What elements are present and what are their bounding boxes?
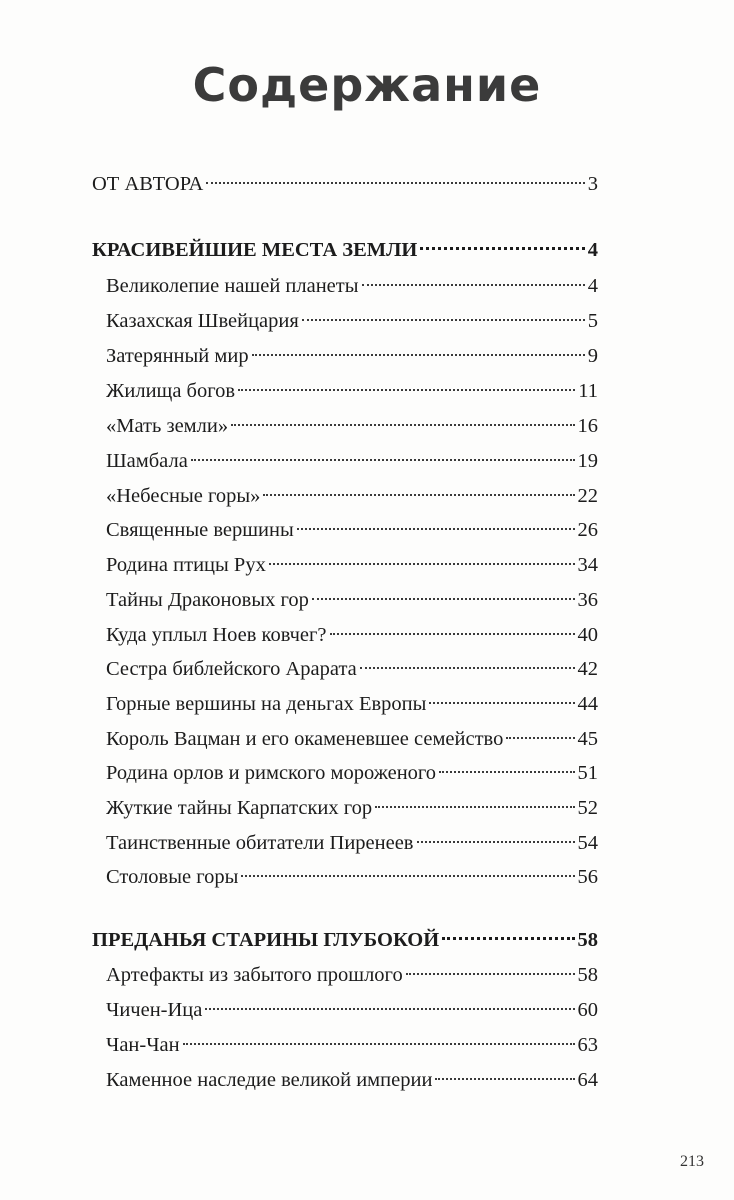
toc-page-number: 40 bbox=[577, 624, 598, 646]
toc-page-number: 4 bbox=[587, 275, 598, 297]
toc-entry[interactable] bbox=[106, 409, 598, 443]
dot-leader bbox=[330, 633, 575, 635]
dot-leader bbox=[238, 389, 575, 391]
dot-leader bbox=[506, 737, 574, 739]
toc-page-number: 34 bbox=[577, 554, 598, 576]
dot-leader bbox=[205, 1008, 574, 1010]
toc-entry-title: Шамбала bbox=[106, 450, 188, 472]
toc-entry[interactable] bbox=[106, 687, 598, 721]
toc-page-number: 52 bbox=[577, 797, 598, 819]
dot-leader bbox=[442, 937, 574, 940]
toc-entry-title: Родина птицы Рух bbox=[106, 554, 266, 576]
toc-entry[interactable] bbox=[106, 791, 598, 825]
toc-page-number: 3 bbox=[587, 173, 598, 195]
toc-entry-title: Сестра библейского Арарата bbox=[106, 658, 357, 680]
toc-entry[interactable] bbox=[106, 269, 598, 303]
toc-entry[interactable] bbox=[92, 167, 598, 201]
toc-page-number: 9 bbox=[587, 345, 598, 367]
toc-page-number: 5 bbox=[587, 310, 598, 332]
toc-entry[interactable] bbox=[106, 583, 598, 617]
toc-entry[interactable] bbox=[106, 444, 598, 478]
toc-page-number: 26 bbox=[577, 519, 598, 541]
toc-page-number: 22 bbox=[577, 485, 598, 507]
toc-entry-title: Каменное наследие великой империи bbox=[106, 1069, 433, 1091]
toc-entry-title: «Небесные горы» bbox=[106, 485, 261, 507]
toc-entry-title: Артефакты из забытого прошлого bbox=[106, 964, 403, 986]
toc-entry[interactable] bbox=[106, 652, 598, 686]
dot-leader bbox=[231, 424, 574, 426]
toc-page-number: 54 bbox=[577, 832, 598, 854]
dot-leader bbox=[435, 1078, 574, 1080]
toc-page-number: 42 bbox=[577, 658, 598, 680]
toc-page-number: 16 bbox=[577, 415, 598, 437]
dot-leader bbox=[406, 973, 575, 975]
toc-page-number: 4 bbox=[587, 239, 598, 261]
dot-leader bbox=[302, 319, 585, 321]
toc-entry[interactable] bbox=[106, 756, 598, 790]
toc-entry-title: Куда уплыл Ноев ковчег? bbox=[106, 624, 327, 646]
toc-entry-title: Таинственные обитатели Пиренеев bbox=[106, 832, 414, 854]
toc-page-number: 19 bbox=[577, 450, 598, 472]
toc-entry[interactable] bbox=[106, 860, 598, 894]
toc-entry-title: Горные вершины на деньгах Европы bbox=[106, 693, 427, 715]
page-title: Содержание bbox=[192, 58, 542, 112]
toc-page-number: 64 bbox=[577, 1069, 598, 1091]
dot-leader bbox=[241, 875, 574, 877]
dot-leader bbox=[191, 459, 575, 461]
dot-leader bbox=[362, 284, 585, 286]
toc-page-number: 60 bbox=[577, 999, 598, 1021]
toc-entry-title: ОТ АВТОРА bbox=[92, 173, 204, 195]
toc-entry-title: Жуткие тайны Карпатских гор bbox=[106, 797, 373, 819]
toc-entry-title: КРАСИВЕЙШИЕ МЕСТА ЗЕМЛИ bbox=[92, 239, 418, 261]
toc-entry[interactable] bbox=[106, 548, 598, 582]
dot-leader bbox=[429, 702, 574, 704]
toc-entry[interactable] bbox=[106, 479, 598, 513]
toc-page-number: 56 bbox=[577, 866, 598, 888]
dot-leader bbox=[297, 528, 575, 530]
toc-entry-title: Чичен-Ица bbox=[106, 999, 203, 1021]
toc-entry-title: Жилища богов bbox=[106, 380, 236, 402]
toc-page-number: 63 bbox=[577, 1034, 598, 1056]
toc-entry[interactable] bbox=[106, 993, 598, 1027]
dot-leader bbox=[183, 1043, 575, 1045]
toc-entry[interactable] bbox=[106, 513, 598, 547]
dot-leader bbox=[312, 598, 575, 600]
toc-page-number: 36 bbox=[577, 589, 598, 611]
dot-leader bbox=[252, 354, 585, 356]
toc-entry[interactable] bbox=[106, 618, 598, 652]
toc-entry[interactable] bbox=[106, 958, 598, 992]
toc-page-number: 51 bbox=[577, 762, 598, 784]
page-number: 213 bbox=[680, 1153, 704, 1170]
toc-entry[interactable] bbox=[106, 826, 598, 860]
toc-entry-title: Столовые горы bbox=[106, 866, 239, 888]
toc-entry-title: Родина орлов и римского мороженого bbox=[106, 762, 437, 784]
toc-page-number: 11 bbox=[578, 380, 598, 402]
toc-entry[interactable] bbox=[106, 1028, 598, 1062]
toc-page-number: 58 bbox=[577, 929, 598, 951]
dot-leader bbox=[360, 667, 575, 669]
dot-leader bbox=[375, 806, 574, 808]
toc-entry[interactable] bbox=[106, 1063, 598, 1097]
toc-entry-title: Чан-Чан bbox=[106, 1034, 180, 1056]
toc-entry[interactable] bbox=[106, 374, 598, 408]
dot-leader bbox=[420, 247, 584, 250]
toc-entry[interactable] bbox=[106, 339, 598, 373]
toc-entry-title: ПРЕДАНЬЯ СТАРИНЫ ГЛУБОКОЙ bbox=[92, 929, 440, 951]
dot-leader bbox=[206, 182, 584, 184]
toc-section-heading[interactable] bbox=[92, 923, 598, 957]
toc-entry-title: Тайны Драконовых гор bbox=[106, 589, 309, 611]
toc-entry-title: Затерянный мир bbox=[106, 345, 249, 367]
toc-section-heading[interactable] bbox=[92, 233, 598, 267]
dot-leader bbox=[263, 494, 574, 496]
toc-entry-title: Казахская Швейцария bbox=[106, 310, 299, 332]
toc-entry-title: Священные вершины bbox=[106, 519, 294, 541]
dot-leader bbox=[417, 841, 575, 843]
toc-entry-title: Великолепие нашей планеты bbox=[106, 275, 359, 297]
toc-page-number: 45 bbox=[577, 728, 598, 750]
toc-entry-title: «Мать земли» bbox=[106, 415, 229, 437]
dot-leader bbox=[439, 771, 574, 773]
toc-page-number: 58 bbox=[577, 964, 598, 986]
toc-entry-title: Король Вацман и его окаменевшее семейство bbox=[106, 728, 504, 750]
toc-entry[interactable] bbox=[106, 722, 598, 756]
dot-leader bbox=[269, 563, 575, 565]
toc-page-number: 44 bbox=[577, 693, 598, 715]
toc-entry[interactable] bbox=[106, 304, 598, 338]
